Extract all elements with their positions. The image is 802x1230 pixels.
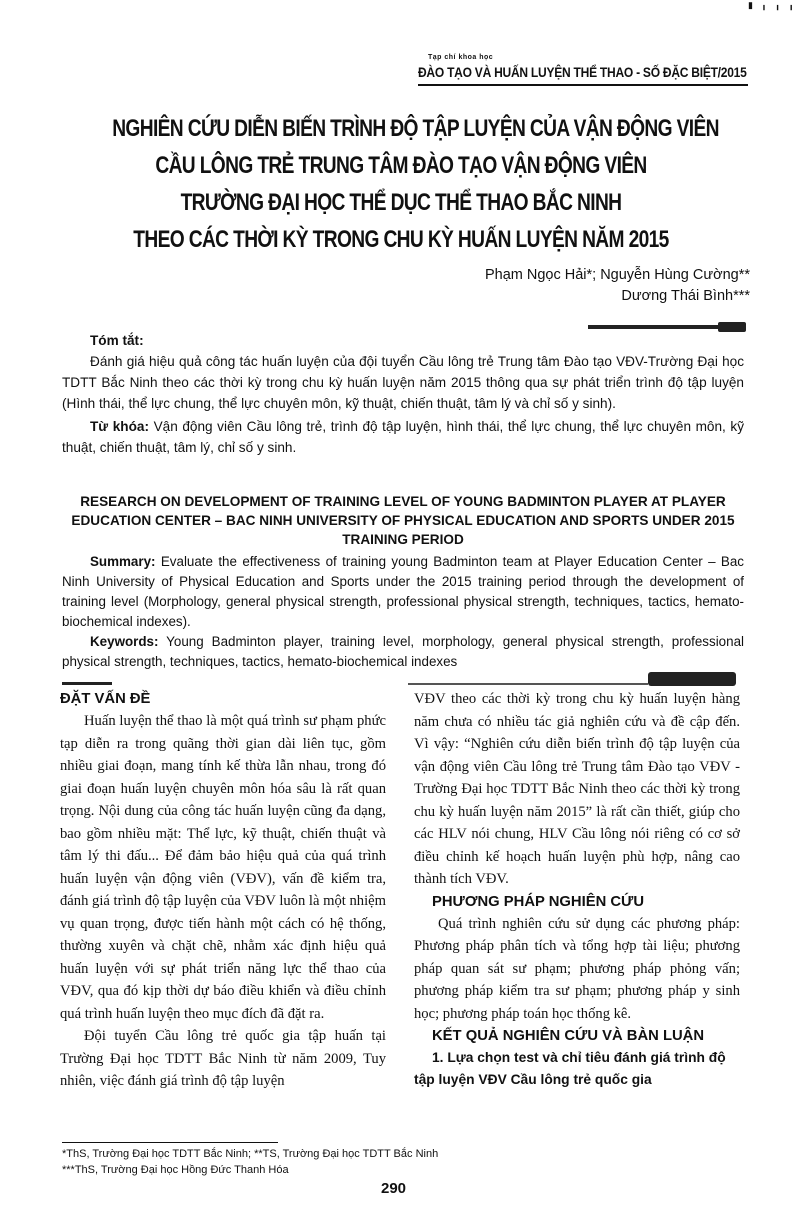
footnotes [62,1146,438,1178]
authors-line: Phạm Ngọc Hải*; Nguyễn Hùng Cường** [484,267,750,283]
keywords-vn [62,416,744,458]
keywords-text: Vận động viên Cầu lông trẻ, trình độ tập luyện, hình thái, thể lực chung, thể lực chuyên môn, kỹ thuật, chiến thuật, tâm lý, chỉ số y sinh. [62,419,744,455]
scan-smudge [62,682,112,685]
article-title [112,110,719,258]
keywords-text: Young Badminton player, training level, morphology, general physical strength, professional physical strength, techniques, tactics, hemato-biochemical indexes [62,634,744,669]
summary-en [62,552,744,632]
abstract-text: Đánh giá hiệu quả công tác huấn luyện của đội tuyển Cầu lông trẻ Trung tâm Đào tạo VĐV-Trường Đại học TDTT Bắc Ninh theo các thời kỳ trong chu kỳ huấn luyện năm 2015 thông qua sự phát triển trình độ tập luyện (Hình thái, thể lực chung, thể lực chuyên môn, kỹ thuật, chiến thuật, tâm lý và chỉ số y sinh). [62,354,744,411]
scan-smudge [648,672,736,686]
title-line: CẦU LÔNG TRẺ TRUNG TÂM ĐÀO TẠO VẬN ĐỘNG VIÊN [155,152,647,179]
summary-text: Evaluate the effectiveness of training young Badminton team at Player Education Center – Bac Ninh University of Physical Education and Sports under the 2015 training period through the development of training level (Morphology, general physical strength, professional physical strength, techniques, tactics, hemato-biochemical indexes). [62,554,744,629]
subsection-heading: 1. Lựa chọn test và chỉ tiêu đánh giá trình độ tập luyện VĐV Cầu lông trẻ quốc gia [414,1050,726,1087]
section-heading: PHƯƠNG PHÁP NGHIÊN CỨU [432,893,645,910]
footnote: *ThS, Trường Đại học TDTT Bắc Ninh; **TS, Trường Đại học TDTT Bắc Ninh [62,1148,439,1160]
paragraph: VĐV theo các thời kỳ trong chu kỳ huấn luyện hàng năm chưa có nhiều tác giả nghiên cứu và đề cập đến. Vì vậy: “Nghiên cứu diễn biến trình độ tập luyện của vận động viên Cầu lông trẻ Trung tâm Đào tạo VĐV - Trường Đại học TDTT Bắc Ninh theo các thời kỳ trong chu kỳ huấn luyện năm 2015” là rất cần thiết, giúp cho các HLV nói chung, HLV Cầu lông nói riêng có cơ sở điều chỉnh kế hoạch huấn luyện phù hợp, nâng cao thành tích VĐV. [414,691,740,887]
section-heading: ĐẶT VẤN ĐỀ [60,691,151,707]
journal-label: Tạp chí khoa học [428,54,494,61]
abstract-vn [62,330,744,458]
summary-label: Summary: [90,554,156,569]
abstract-heading: Tóm tắt: [90,333,144,348]
section-heading: KẾT QUẢ NGHIÊN CỨU VÀ BÀN LUẬN [432,1028,705,1044]
authors-line: Dương Thái Bình*** [621,288,750,304]
english-title: RESEARCH ON DEVELOPMENT OF TRAINING LEVEL OF YOUNG BADMINTON PLAYER AT PLAYER EDUCATION CENTER – BAC NINH UNIVERSITY OF PHYSICAL EDUCATION AND SPORTS UNDER 2015 TRAINING PERIOD [71,494,735,547]
journal-running-head: ĐÀO TẠO VÀ HUẤN LUYỆN THỂ THAO - SỐ ĐẶC BIỆT/2015 [418,64,747,80]
column-right [414,688,740,1091]
keywords-label: Từ khóa: [90,419,149,434]
keywords-en [62,632,744,672]
keywords-label: Keywords: [90,634,159,649]
scan-smudge [408,683,648,685]
scan-marks: ▮ ╻ ╻ ╻ [748,0,797,10]
paragraph: Đội tuyển Cầu lông trẻ quốc gia tập huấn tại Trường Đại học TDTT Bắc Ninh từ năm 2009, Tuy nhiên, việc đánh giá trình độ tập luyện [60,1028,386,1089]
paragraph: Quá trình nghiên cứu sử dụng các phương pháp: Phương pháp phân tích và tổng hợp tài liệu; phương pháp quan sát sư phạm; phương pháp phỏng vấn; phương pháp kiểm tra sư phạm; phương pháp y sinh học; phương pháp toán học thống kê. [414,915,740,1022]
title-line: NGHIÊN CỨU DIỄN BIẾN TRÌNH ĐỘ TẬP LUYỆN CỦA VẬN ĐỘNG VIÊN [112,115,719,142]
abstract-en [62,552,744,672]
footnote: ***ThS, Trường Đại học Hồng Đức Thanh Hóa [62,1164,289,1176]
authors [485,265,750,307]
column-left [60,688,386,1093]
page-number: 290 [381,1180,407,1197]
title-line: THEO CÁC THỜI KỲ TRONG CHU KỲ HUẤN LUYỆN NĂM 2015 [133,226,669,253]
footnote-rule [62,1142,278,1143]
paragraph: Huấn luyện thể thao là một quá trình sư phạm phức tạp diễn ra trong quãng thời gian dài liên tục, gồm nhiều giai đoạn, mang tính kế thừa lẫn nhau, trong đó giai đoạn huấn luyện chuyên môn hóa sâu là rất quan trọng. Nội dung của công tác huấn luyện cũng đa dạng, bao gồm nhiều mặt: Thể lực, kỹ thuật, chiến thuật và tâm lý thi đấu... Để đảm bảo hiệu quả của quá trình huấn luyện vận động viên (VĐV), vấn đề kiểm tra, đánh giá trình độ tập luyện của VĐV luôn là một nhiệm vụ quan trọng, được tiến hành một cách có hệ thống, thường xuyên và chặt chẽ, nhằm xác định hiệu quả huấn luyện với sự phát triển năng lực thể thao của VĐV, qua đó kịp thời dự báo điều khiển và điều chỉnh quá trình huấn luyện theo mục đích đã đặt ra. [60,713,386,1022]
title-line: TRƯỜNG ĐẠI HỌC THỂ DỤC THỂ THAO BẮC NINH [180,189,622,216]
header-rule [418,84,748,86]
scan-smudge [588,325,718,329]
